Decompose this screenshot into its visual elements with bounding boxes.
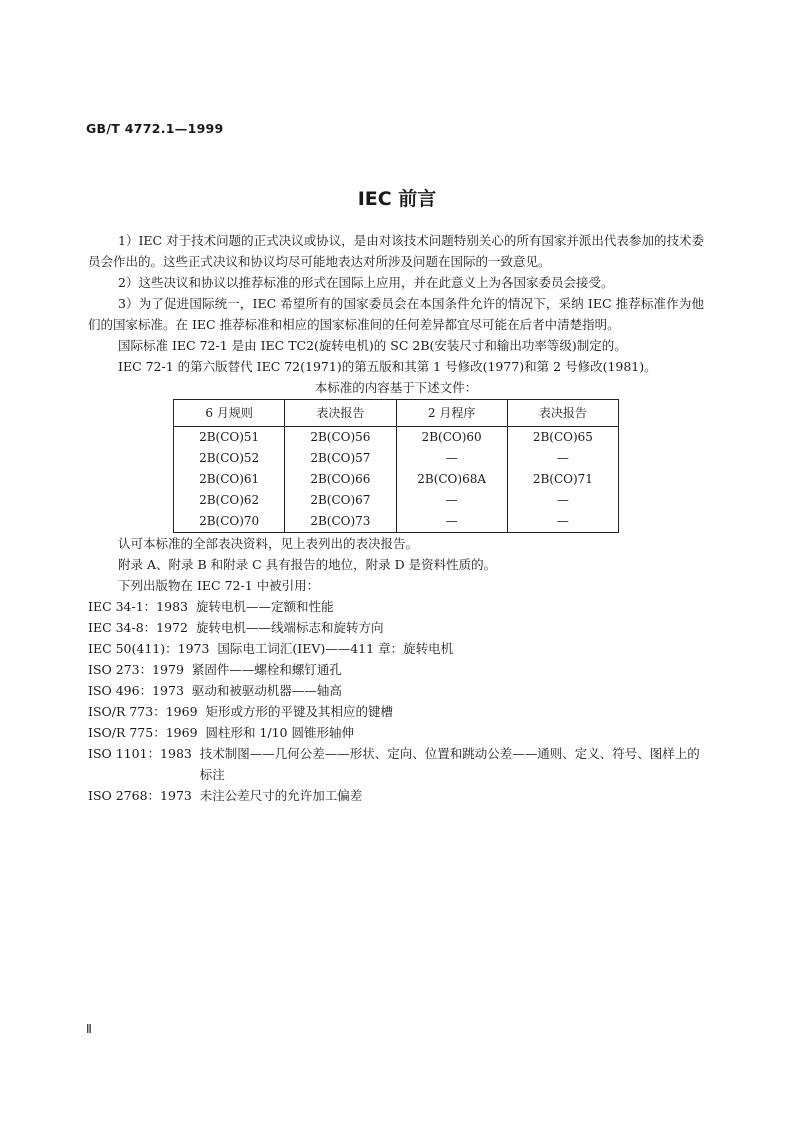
reference-title: 圆柱形和 1/10 圆锥形轴伸 — [205, 725, 354, 740]
reference-code: ISO 273：1979 — [88, 662, 192, 677]
table-header-cell: 2 月程序 — [396, 400, 507, 427]
normative-references-list — [88, 596, 704, 806]
table-cell: 2B(CO)71 — [507, 469, 618, 490]
standard-number-header: GB/T 4772.1—1999 — [86, 121, 224, 136]
reference-title: 矩形或方形的平键及其相应的键槽 — [205, 704, 393, 719]
table-cell: — — [396, 448, 507, 469]
reference-title: 旋转电机——定额和性能 — [195, 599, 334, 614]
table-cell: 2B(CO)67 — [285, 490, 396, 511]
list-item — [88, 638, 704, 659]
paragraph-2: 2）这些决议和协议以推荐标准的形式在国际上应用，并在此意义上为各国家委员会接受。 — [118, 275, 614, 290]
table-cell: 2B(CO)56 — [285, 427, 396, 449]
page-number: Ⅱ — [86, 1022, 92, 1036]
list-item — [88, 659, 704, 680]
after-table-paragraph-3: 下列出版物在 IEC 72-1 中被引用： — [118, 578, 320, 593]
paragraph-4: 国际标准 IEC 72-1 是由 IEC TC2(旋转电机)的 SC 2B(安装尺寸和输出功率等级)制定的。 — [118, 338, 627, 353]
reference-code: ISO 2768：1973 — [88, 788, 200, 803]
table-cell: 2B(CO)70 — [174, 511, 285, 533]
paragraph-3: 3）为了促进国际统一，IEC 希望所有的国家委员会在本国条件允许的情况下，采纳 IEC 推荐标准作为他们的国家标准。在 IEC 推荐标准和相应的国家标准间的任何差异都宜尽可能在后者中清楚指明。 — [88, 296, 704, 332]
list-item — [88, 617, 704, 638]
table-cell: — — [396, 511, 507, 533]
page-title: IEC 前言 — [357, 188, 437, 210]
table-cell: — — [507, 448, 618, 469]
table-row — [174, 511, 619, 533]
list-item — [88, 701, 704, 722]
reference-code: ISO/R 773：1969 — [88, 704, 206, 719]
table-row — [174, 469, 619, 490]
reference-title: 技术制图——几何公差——形状、定向、位置和跳动公差——通则、定义、符号、图样上的标注 — [199, 746, 700, 782]
table-cell: 2B(CO)73 — [285, 511, 396, 533]
table-cell: 2B(CO)62 — [174, 490, 285, 511]
table-caption: 本标准的内容基于下述文件： — [314, 380, 478, 395]
voting-documents-table — [173, 399, 619, 533]
table-cell: 2B(CO)65 — [507, 427, 618, 449]
table-header-cell: 表决报告 — [285, 400, 396, 427]
list-item — [88, 596, 704, 617]
reference-code: ISO 496：1973 — [88, 683, 192, 698]
table-row — [174, 427, 619, 449]
reference-code: IEC 34-8：1972 — [88, 620, 196, 635]
list-item — [88, 722, 704, 743]
table-row — [174, 490, 619, 511]
reference-code: IEC 34-1：1983 — [88, 599, 196, 614]
paragraph-1: 1）IEC 对于技术问题的正式决议或协议，是由对该技术问题特别关心的所有国家并派出代表参加的技术委员会作出的。这些正式决议和协议均尽可能地表达对所涉及问题在国际的一致意见。 — [88, 233, 704, 269]
table-cell: — — [507, 511, 618, 533]
table-cell: — — [507, 490, 618, 511]
document-body — [88, 230, 704, 806]
table-header-cell: 6 月规则 — [174, 400, 285, 427]
table-cell: 2B(CO)57 — [285, 448, 396, 469]
list-item — [88, 743, 704, 785]
table-cell: — — [396, 490, 507, 511]
list-item — [88, 785, 704, 806]
after-table-paragraph-2: 附录 A、附录 B 和附录 C 具有报告的地位，附录 D 是资料性质的。 — [118, 557, 497, 572]
table-cell: 2B(CO)61 — [174, 469, 285, 490]
table-cell: 2B(CO)60 — [396, 427, 507, 449]
table-cell: 2B(CO)51 — [174, 427, 285, 449]
reference-title: 紧固件——螺栓和螺钉通孔 — [191, 662, 342, 677]
reference-title: 旋转电机——线端标志和旋转方向 — [195, 620, 384, 635]
table-row — [174, 448, 619, 469]
reference-title: 未注公差尺寸的允许加工偏差 — [199, 788, 363, 803]
list-item — [88, 680, 704, 701]
reference-code: ISO 1101：1983 — [88, 746, 200, 761]
table-cell: 2B(CO)52 — [174, 448, 285, 469]
table-cell: 2B(CO)66 — [285, 469, 396, 490]
table-header-row — [174, 400, 619, 427]
table-cell: 2B(CO)68A — [396, 469, 507, 490]
paragraph-5: IEC 72-1 的第六版替代 IEC 72(1971)的第五版和其第 1 号修改(1977)和第 2 号修改(1981)。 — [118, 359, 657, 374]
reference-code: IEC 50(411)：1973 — [88, 641, 218, 656]
reference-title: 国际电工词汇(IEV)——411 章：旋转电机 — [217, 641, 454, 656]
table-header-cell: 表决报告 — [507, 400, 618, 427]
reference-code: ISO/R 775：1969 — [88, 725, 206, 740]
after-table-paragraph-1: 认可本标准的全部表决资料，见上表列出的表决报告。 — [118, 536, 419, 551]
reference-title: 驱动和被驱动机器——轴高 — [191, 683, 342, 698]
